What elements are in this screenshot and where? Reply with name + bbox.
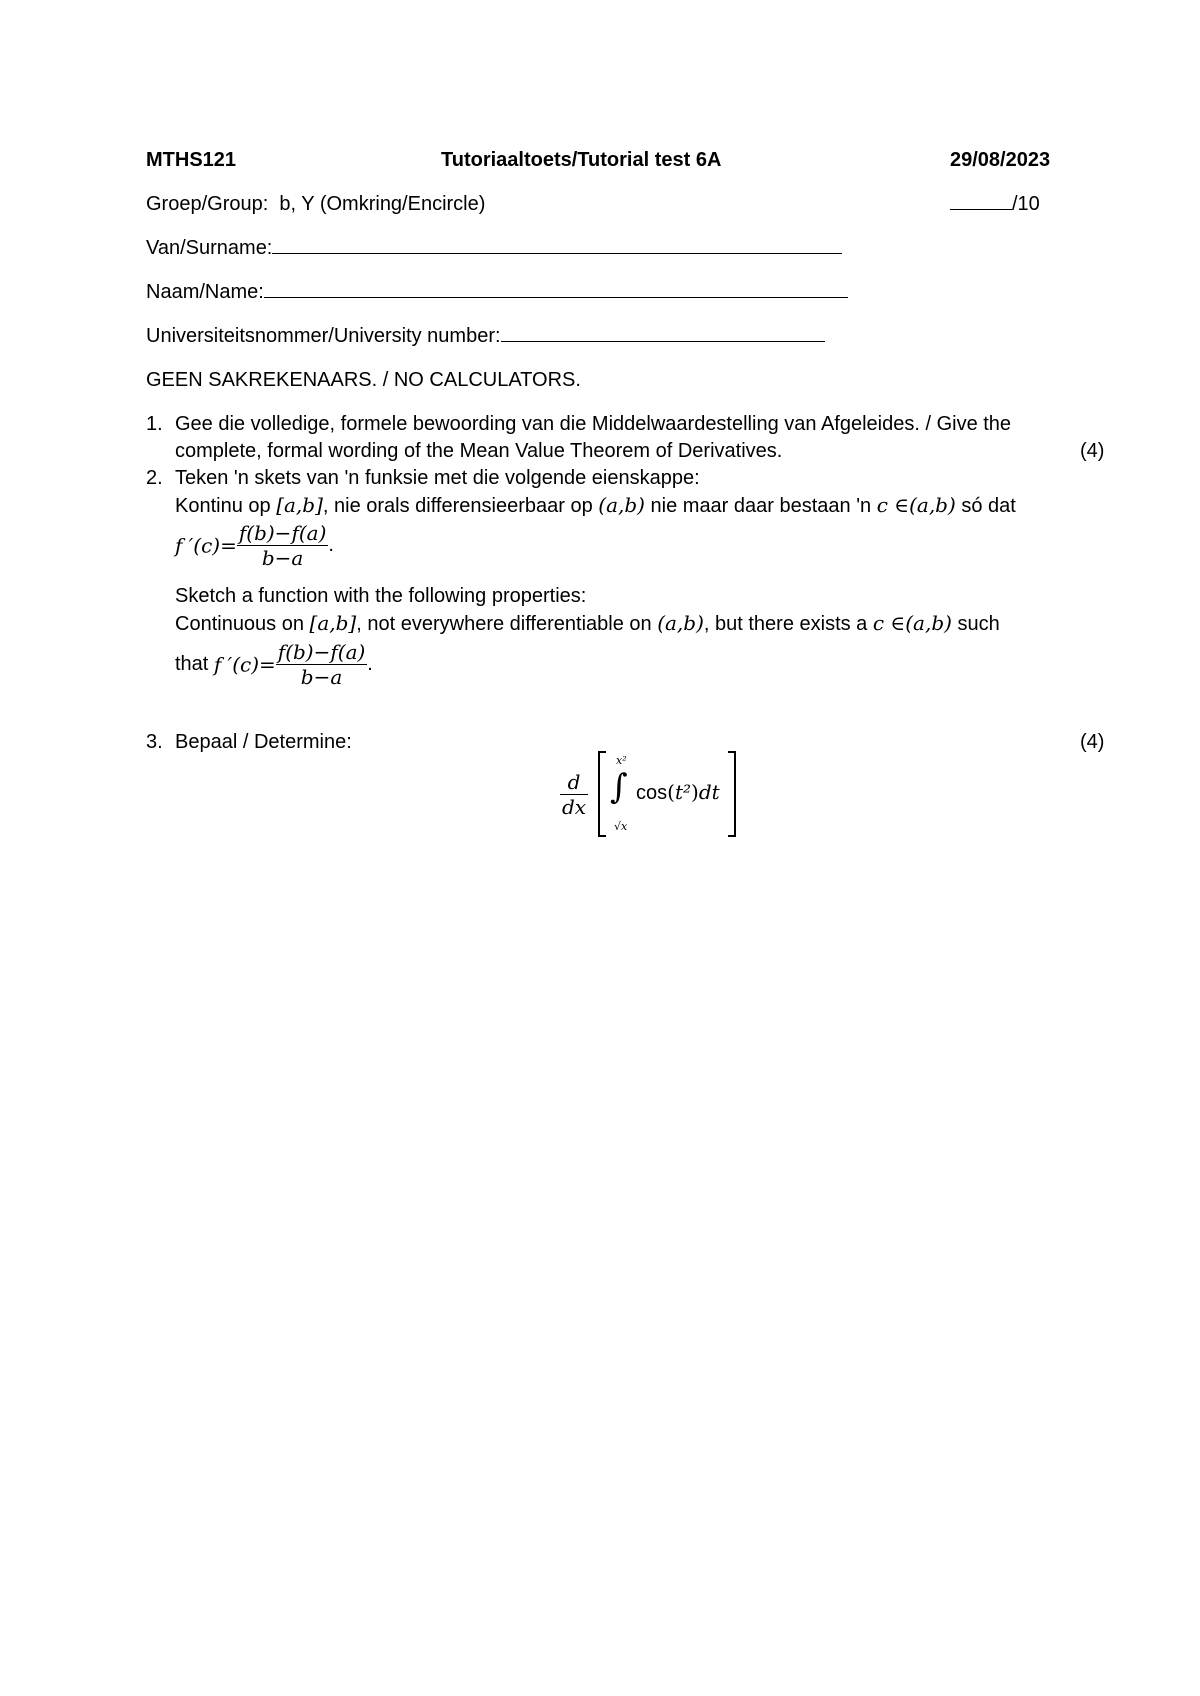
score-blank[interactable]: [950, 192, 1012, 210]
mvt-fraction: [237, 521, 329, 570]
q2-en-formula: that f ′(c)= $\frac{f(b)-f(a)}{b-a}$ .: [175, 640, 373, 689]
q2-en-conditions: [175, 611, 1000, 636]
score-total: /10: [1012, 193, 1040, 215]
q1-line1: Gee die volledige, formele bewoording van die Middelwaardestelling van Afgeleides. / Give the: [175, 413, 1012, 435]
q3-number: 3.: [146, 731, 163, 753]
score-field: [950, 192, 1040, 216]
no-calculators-notice: GEEN SAKREKENAARS. / NO CALCULATORS.: [146, 369, 581, 391]
q2-en-that: that: [175, 653, 209, 675]
mvt-fraction: [276, 640, 368, 689]
univ-number-row: [146, 324, 825, 348]
integrand: cos(t²)dt: [636, 780, 720, 804]
name-label: Naam/Name:: [146, 281, 264, 303]
mvt-numerator: f(b)−f(a): [238, 521, 327, 545]
q2-af-text-2: , nie orals differensieerbaar op: [322, 495, 593, 517]
surname-label: Van/Surname:: [146, 237, 273, 259]
q1-marks: (4): [1080, 440, 1105, 462]
f-prime-c: f ′(c)=: [175, 533, 237, 558]
univ-number-label: Universiteitsnommer/University number:: [146, 325, 501, 347]
differential-dt: dt: [698, 780, 720, 804]
open-interval: (a,b): [657, 611, 704, 635]
derivative-integral-expression: [560, 748, 740, 840]
q2-en-text-1: Continuous on: [175, 613, 304, 635]
q2-af-text-4: só dat: [961, 495, 1016, 517]
group-options[interactable]: b, Y (Omkring/Encircle): [279, 193, 486, 215]
integral-upper-limit: x²: [616, 754, 627, 767]
c-in-symbol: c ∈: [876, 493, 910, 517]
q3-text: Bepaal / Determine:: [175, 731, 352, 753]
test-date: 29/08/2023: [950, 149, 1051, 171]
mvt-numerator: f(b)−f(a): [277, 640, 366, 664]
c-in-symbol: c ∈: [872, 611, 906, 635]
open-interval: (a,b): [905, 611, 952, 635]
open-interval: (a,b): [598, 493, 645, 517]
open-interval: (a,b): [909, 493, 956, 517]
q2-en-text-3: , but there exists a: [703, 613, 868, 635]
name-row: [146, 280, 848, 304]
group-label: Groep/Group:: [146, 193, 269, 215]
f-prime-c: f ′(c)=: [213, 652, 276, 677]
mvt-denominator: b−a: [261, 546, 304, 570]
q2-number: 2.: [146, 467, 163, 489]
closed-interval: [a,b]: [309, 611, 357, 635]
name-blank[interactable]: [264, 280, 848, 298]
dx-denominator: dx: [562, 795, 587, 819]
q1-line2: complete, formal wording of the Mean Value Theorem of Derivatives.: [175, 440, 783, 462]
q2-af-formula: f ′(c)= $\frac{f(b)-f(a)}{b-a}$ .: [175, 521, 334, 570]
course-code: MTHS121: [146, 149, 237, 171]
d-dx-fraction: [560, 770, 588, 819]
q2-intro-en: Sketch a function with the following properties:: [175, 585, 587, 607]
integral-lower-limit: √x: [614, 820, 628, 833]
q2-af-conditions: [175, 493, 1016, 518]
d-numerator: d: [560, 770, 588, 795]
group-row: [146, 192, 485, 216]
univ-number-blank[interactable]: [501, 324, 825, 342]
q2-en-text-4: such: [957, 613, 1000, 635]
surname-row: [146, 236, 842, 260]
q2-en-text-2: , not everywhere differentiable on: [356, 613, 652, 635]
integrand-argument: t²: [674, 780, 691, 804]
closed-interval: [a,b]: [276, 493, 323, 517]
q2-af-text-1: Kontinu op: [175, 495, 271, 517]
cos-function: cos: [636, 782, 668, 804]
integral-sign-icon: ∫: [610, 767, 628, 807]
test-title: Tutoriaaltoets/Tutorial test 6A: [441, 149, 722, 171]
q3-marks: (4): [1080, 731, 1105, 753]
q1-number: 1.: [146, 413, 163, 435]
q2-intro-af: Teken 'n skets van 'n funksie met die volgende eienskappe:: [175, 467, 700, 489]
q2-af-text-3: nie maar daar bestaan 'n: [650, 495, 872, 517]
surname-blank[interactable]: [272, 236, 842, 254]
mvt-denominator: b−a: [300, 665, 343, 689]
